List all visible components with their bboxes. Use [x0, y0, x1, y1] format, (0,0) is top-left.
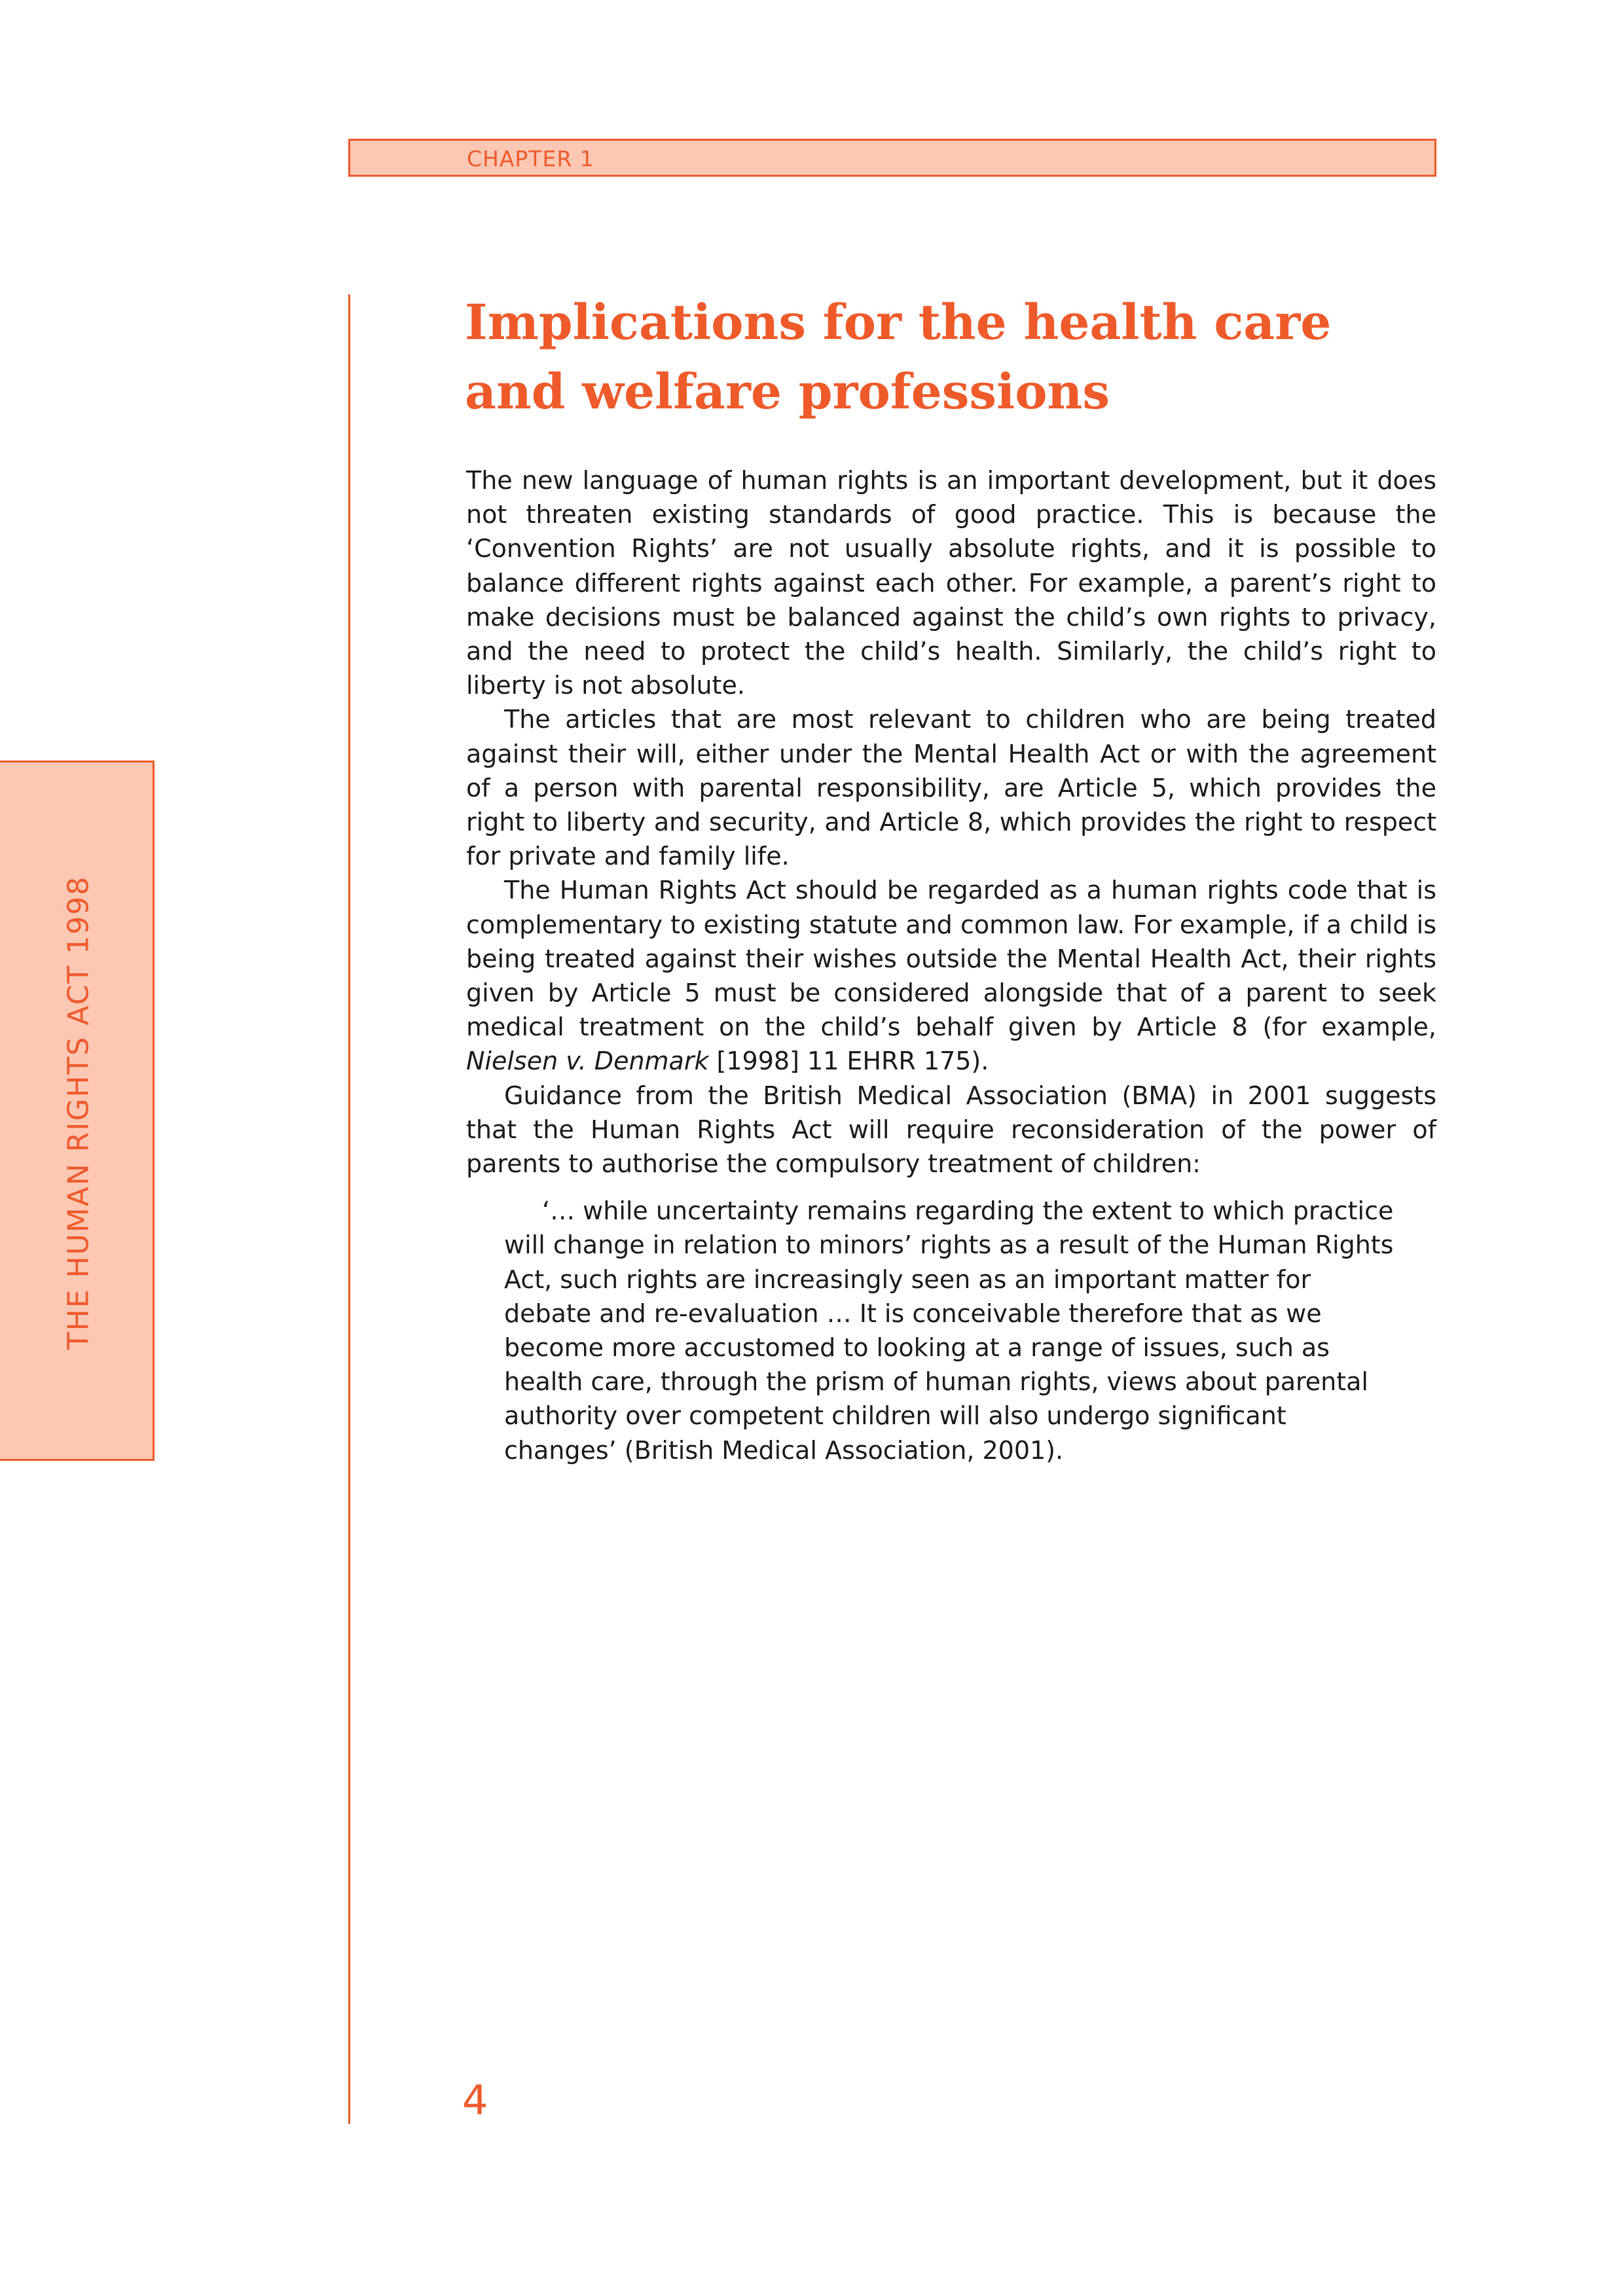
case-citation: Nielsen v. Denmark — [466, 1047, 709, 1076]
section-title — [465, 288, 1447, 427]
chapter-label: CHAPTER 1 — [467, 146, 594, 171]
body-text — [466, 463, 1436, 1467]
paragraph-3-end: [1998] 11 EHRR 175). — [708, 1047, 989, 1076]
margin-rule — [348, 295, 350, 2124]
chapter-header-bar — [348, 139, 1436, 177]
block-quote: ‘… while uncertainty remains regarding the extent to which practice will change in relation to minors’ rights as a result of the Human Rights Act, such rights are increasingly seen as an important matter for debate and re-evaluation … It is conceivable therefore that as we become more accustomed to looking at a range of issues, such as health care, through the prism of human rights, views about parental authority over competent children will also undergo significant changes’ (British Medical Association, 2001). — [504, 1196, 1394, 1465]
paragraph-3-start: The Human Rights Act should be regarded as a human rights code that is complementary to existing statute and common law. For example, if a child is being treated against their wishes outside the Mental Health Act, their rights given by Article 5 must be considered alongside that of a parent to seek medical treatment on the child’s behalf given by Article 8 (for example, — [466, 876, 1436, 1042]
side-tab-label: THE HUMAN RIGHTS ACT 1998 — [62, 875, 96, 1350]
paragraph-1: The new language of human rights is an important development, but it does not threaten existing standards of good practice. This is because the ‘Convention Rights’ are not usually absolute rights, and it is possible to balance different rights against each other. For example, a parent’s right to make decisions must be balanced against the child’s own rights to privacy, and the need to protect the child’s health. Similarly, the child’s right to liberty is not absolute. — [466, 466, 1436, 700]
paragraph-4: Guidance from the British Medical Association (BMA) in 2001 suggests that the Human Rights Act will require reconsideration of the power of parents to authorise the compulsory treatment of children: — [466, 1081, 1436, 1179]
paragraph-2: The articles that are most relevant to children who are being treated against their will, either under the Mental Health Act or with the agreement of a person with parental responsibility, are Article 5, which provides the right to liberty and security, and Article 8, which provides the right to respect for private and family life. — [466, 705, 1436, 871]
section-title-line-1: Implications for the health care — [465, 295, 1332, 351]
page-number: 4 — [462, 2076, 488, 2124]
section-title-line-2: and welfare professions — [465, 364, 1110, 420]
paragraph-3 — [466, 873, 1436, 1078]
